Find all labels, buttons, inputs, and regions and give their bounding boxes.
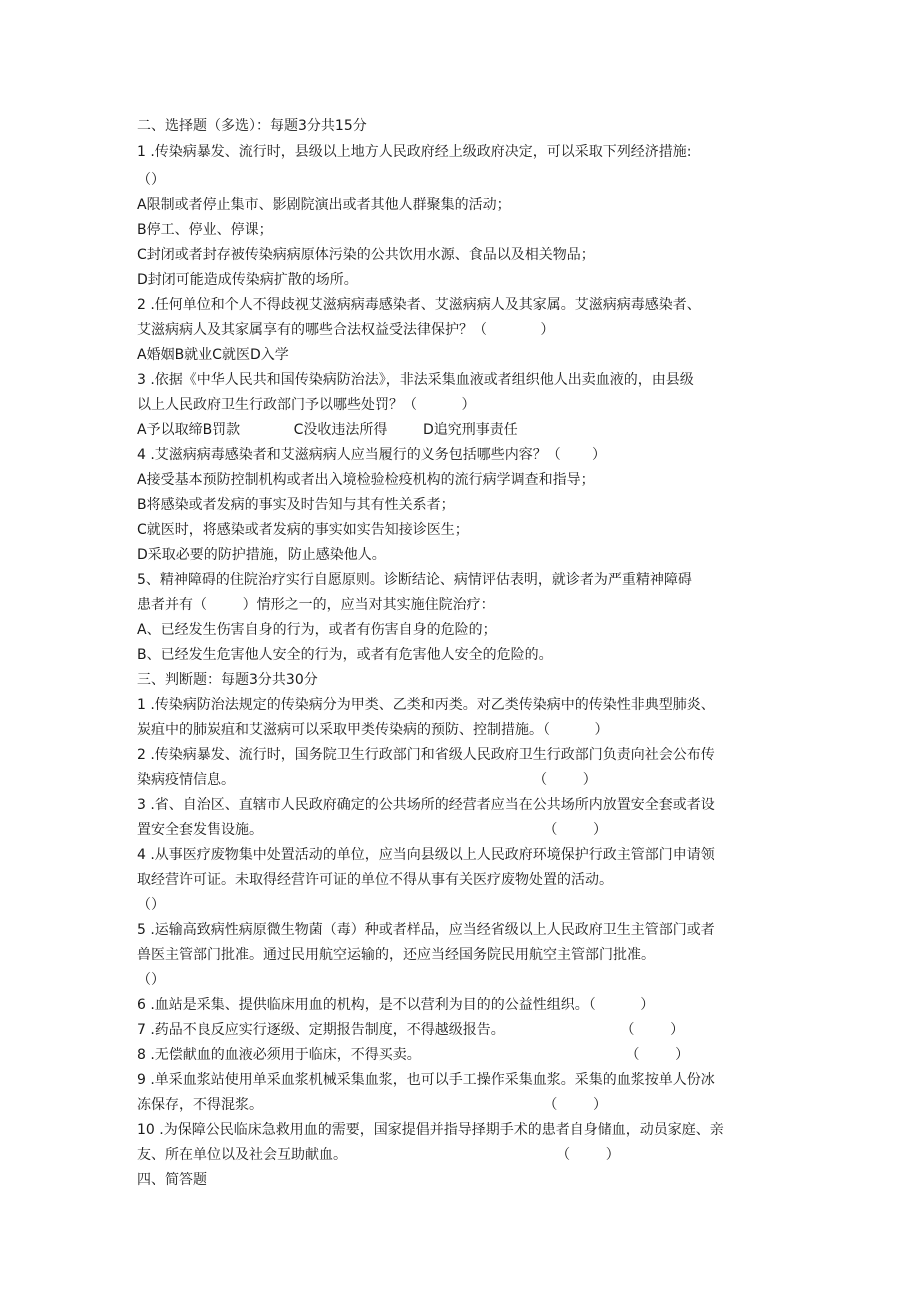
text-line: D封闭可能造成传染病扩散的场所。 xyxy=(137,272,358,288)
text-line: A限制或者停止集市、影剧院演出或者其他人群聚集的活动； xyxy=(137,197,511,213)
text-line: 三、判断题：每题3分共30分 xyxy=(137,672,318,688)
text-line: 染病疫情信息。 （ ） xyxy=(137,772,597,788)
text-line: B停工、停业、停课； xyxy=(137,222,273,238)
text-line: 7 .药品不良反应实行逐级、定期报告制度，不得越级报告。 （ ） xyxy=(137,1022,685,1038)
text-line: 4 .从事医疗废物集中处置活动的单位，应当向县级以上人民政府环境保护行政主管部门申请领 xyxy=(137,847,715,863)
text-line: 9 .单采血浆站使用单采血浆机械采集血浆，也可以手工操作采集血浆。采集的血浆按单人份冰 xyxy=(137,1072,715,1088)
text-line: 患者并有（ ）情形之一的，应当对其实施住院治疗： xyxy=(137,597,495,613)
text-line: C就医时，将感染或者发病的事实如实告知接诊医生； xyxy=(137,522,469,538)
text-line: （） xyxy=(137,897,165,913)
text-line: 四、简答题 xyxy=(137,1172,207,1188)
text-line: 置安全套发售设施。 （ ） xyxy=(137,822,607,838)
text-line: 炭疽中的肺炭疽和艾滋病可以采取甲类传染病的预防、控制措施。（ ） xyxy=(137,722,609,738)
text-line: A予以取缔B罚款 C没收违法所得 D追究刑事责任 xyxy=(137,422,518,438)
text-line: B、已经发生危害他人安全的行为，或者有危害他人安全的危险的。 xyxy=(137,647,553,663)
text-line: A婚姻B就业C就医D入学 xyxy=(137,347,289,363)
text-line: 1 .传染病防治法规定的传染病分为甲类、乙类和丙类。对乙类传染病中的传染性非典型肺炎、 xyxy=(137,697,715,713)
text-line: D采取必要的防护措施，防止感染他人。 xyxy=(137,547,386,563)
text-line: 5 .运输高致病性病原微生物菌（毒）种或者样品，应当经省级以上人民政府卫生主管部门或者 xyxy=(137,922,715,938)
text-line: A、已经发生伤害自身的行为，或者有伤害自身的危险的； xyxy=(137,622,497,638)
text-line: 3 .依据《中华人民共和国传染病防治法》，非法采集血液或者组织他人出卖血液的，由县级 xyxy=(137,372,694,388)
text-line: （） xyxy=(137,972,165,988)
text-line: 兽医主管部门批准。通过民用航空运输的，还应当经国务院民用航空主管部门批准。 xyxy=(137,947,655,963)
text-line: 取经营许可证。未取得经营许可证的单位不得从事有关医疗废物处置的活动。 xyxy=(137,872,613,888)
text-line: 5、精神障碍的住院治疗实行自愿原则。诊断结论、病情评估表明，就诊者为严重精神障碍 xyxy=(137,572,692,588)
text-line: 3 .省、自治区、直辖市人民政府确定的公共场所的经营者应当在公共场所内放置安全套或者设 xyxy=(137,797,715,813)
text-line: （） xyxy=(137,172,165,188)
text-line: 冻保存，不得混浆。 （ ） xyxy=(137,1097,607,1113)
text-line: 8 .无偿献血的血液必须用于临床，不得买卖。 （ ） xyxy=(137,1047,690,1063)
text-line: 2 .任何单位和个人不得歧视艾滋病病毒感染者、艾滋病病人及其家属。艾滋病病毒感染者、 xyxy=(137,297,701,313)
text-line: A接受基本预防控制机构或者出入境检验检疫机构的流行病学调查和指导； xyxy=(137,472,595,488)
text-line: 2 .传染病暴发、流行时，国务院卫生行政部门和省级人民政府卫生行政部门负责向社会公布传 xyxy=(137,747,715,763)
text-line: C封闭或者封存被传染病病原体污染的公共饮用水源、食品以及相关物品； xyxy=(137,247,595,263)
text-line: 艾滋病病人及其家属享有的哪些合法权益受法律保护？（ ） xyxy=(137,322,555,338)
text-line: 10 .为保障公民临床急救用血的需要，国家提倡并指导择期手术的患者自身储血，动员家庭、亲 xyxy=(137,1122,724,1138)
text-line: 友、所在单位以及社会互助献血。 （ ） xyxy=(137,1147,620,1163)
text-line: B将感染或者发病的事实及时告知与其有性关系者； xyxy=(137,497,455,513)
text-line: 以上人民政府卫生行政部门予以哪些处罚？（ ） xyxy=(137,397,476,413)
text-line: 1 .传染病暴发、流行时，县级以上地方人民政府经上级政府决定，可以采取下列经济措施: xyxy=(137,144,692,160)
text-line: 4 .艾滋病病毒感染者和艾滋病病人应当履行的义务包括哪些内容？（ ） xyxy=(137,447,606,463)
text-line: 二、选择题（多选）：每题3分共15分 xyxy=(137,118,367,134)
text-line: 6 .血站是采集、提供临床用血的机构，是不以营利为目的的公益性组织。（ ） xyxy=(137,997,655,1013)
